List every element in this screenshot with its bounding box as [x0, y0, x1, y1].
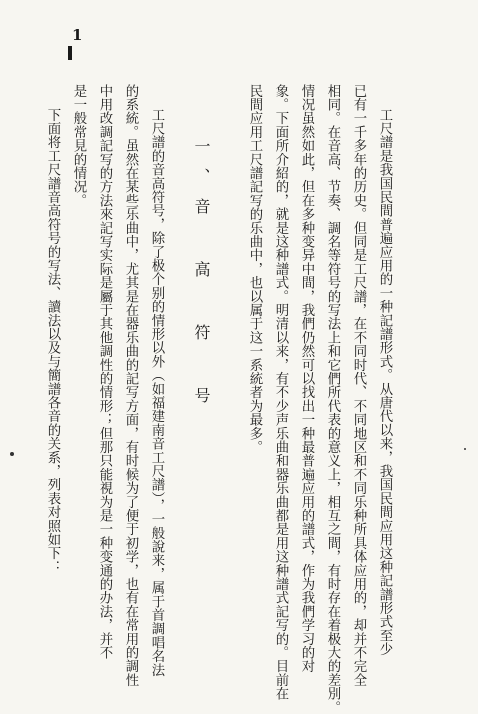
text-column-9: 中用改調記写的方法來記写实际是屬于其他調性的情形；但那只能視为是一种变通的办法，并不 [97, 84, 112, 660]
text-column-1: 工尺譜是我国民間普遍应用的一种記譜形式。从唐代以来，我国民間应用这种記譜形式至少 [377, 108, 392, 656]
scan-speck [10, 452, 14, 456]
text-column-11: 下面将工尺譜音高符号的写法、讀法以及与簡譜各音的关系，列表对照如下： [45, 108, 60, 574]
page-number: 1 [72, 26, 83, 44]
text-column-3: 相同。在音高、节奏、調名等符号的写法上和它們所代表的意义上，相互之間，有时存在着极大的差別。 [325, 84, 340, 714]
text-column-2: 已有一千多年的历史。但同是工尺譜，在不同时代、不同地区和不同乐种所具体应用的，却并不完全 [351, 84, 366, 687]
scan-speck [464, 448, 466, 450]
header-rule [68, 46, 72, 60]
text-column-8: 的系統。虽然在某些乐曲中，尤其是在器乐曲的記写方面，有时候为了便于初学，也有在常用的調性 [123, 84, 138, 687]
section-heading: 一、音 高 符 号 [192, 138, 211, 417]
text-column-4: 情况虽然如此，但在多种变异中間，我們仍然可以找出一种最普遍应用的譜式，作为我們学习的对 [299, 84, 314, 674]
text-column-7: 工尺譜的音高符号，除了极个别的情形以外（如福建南音工尺譜），一般說来，属于首調唱名法 [149, 108, 164, 677]
text-column-5: 象。下面所介紹的，就是这种譜式。明清以来，有不少声乐曲和器乐曲都是用这种譜式記写的。目前在 [273, 84, 288, 701]
text-column-10: 是一般常見的情况。 [71, 84, 86, 208]
text-column-6: 民間应用工尺譜記写的乐曲中，也以属于这一系統者为最多。 [247, 84, 262, 454]
